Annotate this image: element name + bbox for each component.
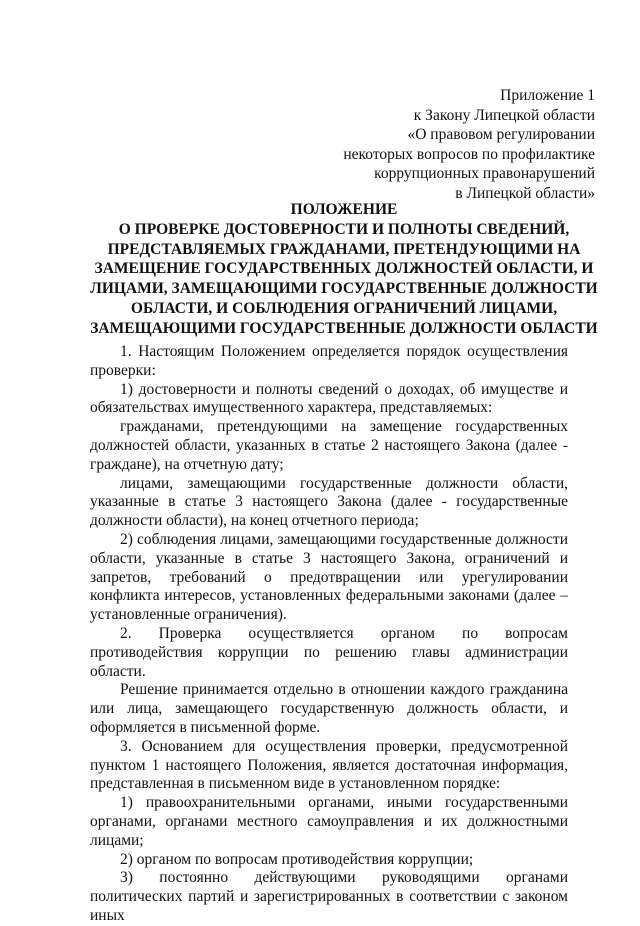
document-title (74, 200, 614, 339)
appendix-line: некоторых вопросов по профилактике (343, 145, 595, 163)
paragraph: 1) достоверности и полноты сведений о доходах, об имуществе и обязательствах имущественного характера, представляемых: (90, 380, 568, 417)
appendix-line: к Закону Липецкой области (413, 106, 595, 124)
paragraph: 2) соблюдения лицами, замещающими государственные должности области, указанные в статье 3 настоящего Закона, ограничений и запретов, требований о предотвращении или урегулировании конфликта интересов, установленных федеральными законами (далее – установленные ограничения). (90, 530, 568, 624)
title-line: ЗАМЕЩАЮЩИМИ ГОСУДАРСТВЕННЫЕ ДОЛЖНОСТИ ОБЛАСТИ (90, 319, 598, 337)
paragraph: гражданами, претендующими на замещение государственных должностей области, указанных в статье 2 настоящего Закона (далее - граждане), на отчетную дату; (90, 418, 568, 473)
appendix-line: коррупционных правонарушений (374, 165, 595, 182)
appendix-line: в Липецкой области» (455, 184, 595, 202)
title-line: ОБЛАСТИ, И СОБЛЮДЕНИЯ ОГРАНИЧЕНИЙ ЛИЦАМИ, (130, 299, 558, 317)
title-line: ЗАМЕЩЕНИЕ ГОСУДАРСТВЕННЫХ ДОЛЖНОСТЕЙ ОБЛАСТИ, И (94, 260, 594, 278)
paragraph: 1) правоохранительными органами, иными государственными органами, органами местного самоуправления и их должностными лицами; (90, 794, 568, 849)
appendix-line: Приложение 1 (500, 87, 595, 104)
paragraph: 2. Проверка осуществляется органом по вопросам противодействия коррупции по решению главы администрации области. (90, 624, 568, 680)
appendix-header (275, 86, 595, 203)
document-body (90, 343, 568, 926)
paragraph: 3) постоянно действующими руководящими органами политических партий и зарегистрированных в соответствии с законом иных (90, 869, 568, 924)
title-line: ПРЕДСТАВЛЯЕМЫХ ГРАЖДАНАМИ, ПРЕТЕНДУЮЩИМИ НА (107, 240, 581, 258)
paragraph: 3. Основанием для осуществления проверки, предусмотренной пунктом 1 настоящего Положения, является достаточная информация, представленная в письменном виде в установленном порядке: (90, 737, 568, 793)
title-line: ЛИЦАМИ, ЗАМЕЩАЮЩИМИ ГОСУДАРСТВЕННЫЕ ДОЛЖНОСТИ (90, 280, 598, 298)
title-line: ПОЛОЖЕНИЕ (290, 201, 398, 218)
title-line: О ПРОВЕРКЕ ДОСТОВЕРНОСТИ И ПОЛНОТЫ СВЕДЕНИЙ, (118, 220, 570, 238)
paragraph: 2) органом по вопросам противодействия коррупции; (120, 850, 474, 868)
paragraph: Решение принимается отдельно в отношении каждого гражданина или лица, замещающего государственную должность области, и оформляется в письменной форме. (90, 681, 568, 736)
paragraph: лицами, замещающими государственные должности области, указанные в статье 3 настоящего Закона (далее - государственные должности области), на конец отчетного периода; (90, 474, 568, 530)
appendix-line: «О правовом регулировании (407, 126, 595, 143)
paragraph: 1. Настоящим Положением определяется порядок осуществления проверки: (90, 343, 568, 379)
